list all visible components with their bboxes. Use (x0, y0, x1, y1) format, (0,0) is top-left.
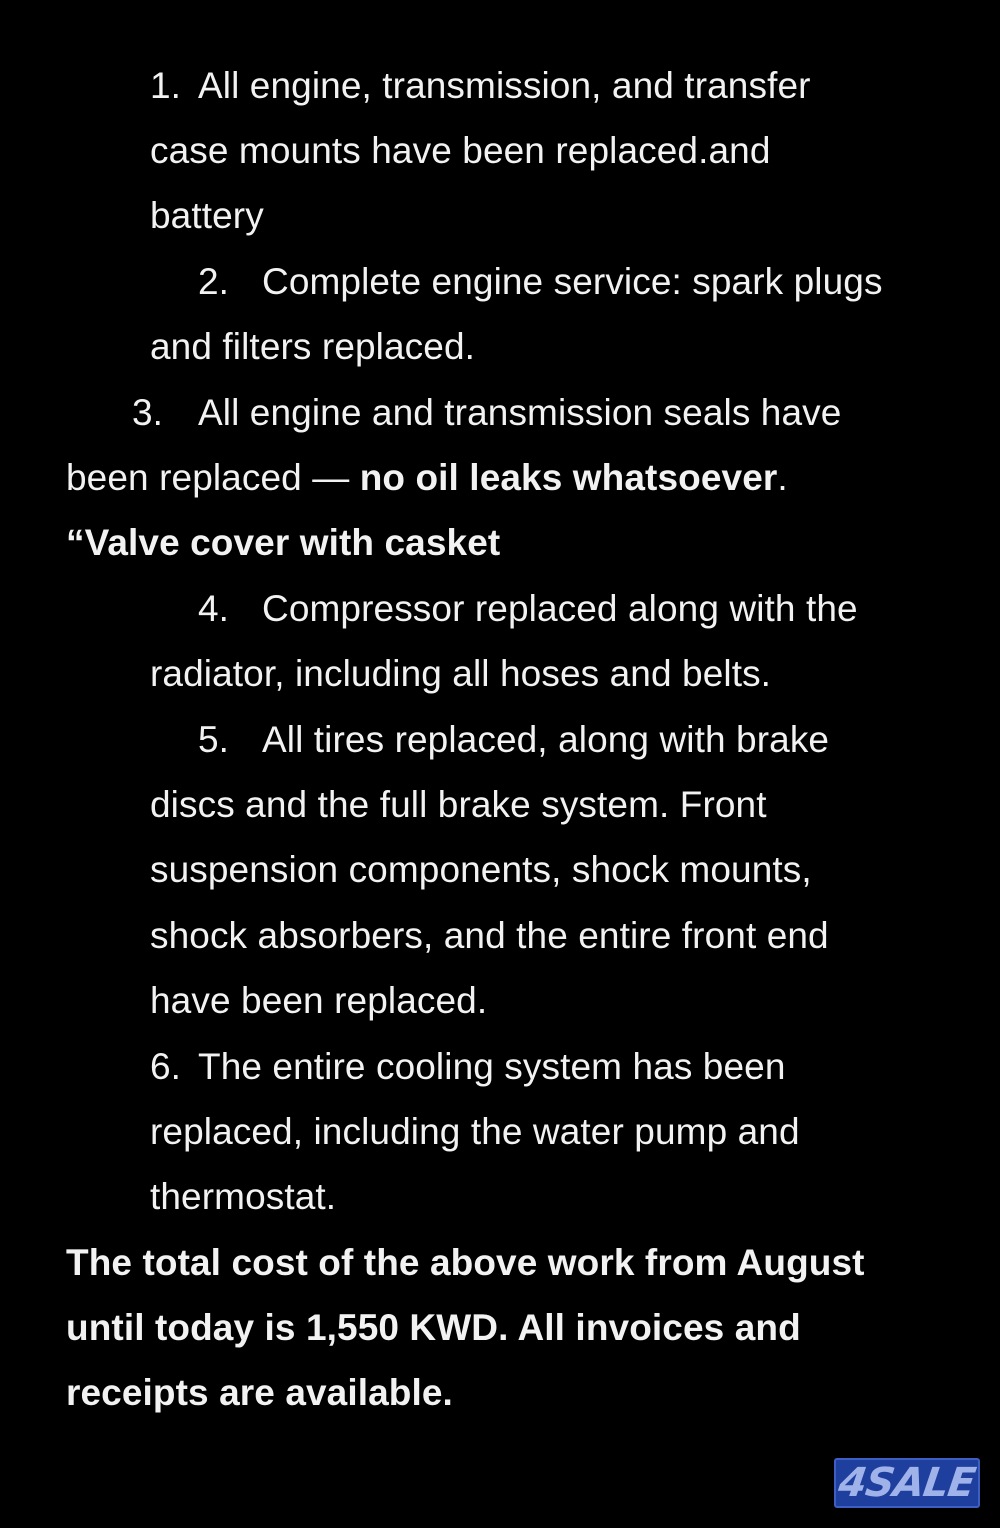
list-item-5-text: shock absorbers, and the entire front end (150, 915, 829, 956)
list-item-5-text: discs and the full brake system. Front (150, 784, 767, 825)
summary-text: The total cost of the above work from August (66, 1242, 865, 1283)
list-item-3-text (66, 445, 788, 510)
list-item-3-period: . (777, 457, 788, 498)
list-item-4-number: 4. (198, 588, 230, 629)
list-item-5-text: suspension components, shock mounts, (150, 849, 812, 890)
list-item-3-text-plain: been replaced — (66, 457, 360, 498)
list-item-6-text: The entire cooling system has been (198, 1046, 786, 1087)
summary-text: until today is 1,550 KWD. All invoices and (66, 1307, 801, 1348)
list-item-3-text-bold: no oil leaks whatsoever (359, 457, 778, 498)
list-item-5-number: 5. (198, 719, 230, 760)
4sale-watermark-logo (834, 1458, 980, 1508)
list-item-6-number: 6. (150, 1046, 182, 1087)
list-item-5-text: have been replaced. (150, 980, 488, 1021)
list-item-2-text: Complete engine service: spark plugs (262, 261, 883, 302)
list-item-4-text: radiator, including all hoses and belts. (150, 653, 772, 694)
list-item-3-quote: “Valve cover with casket (66, 522, 501, 563)
list-item-3-number: 3. (132, 392, 164, 433)
list-item-2-number: 2. (198, 261, 230, 302)
list-item-1-text: case mounts have been replaced.and (150, 130, 771, 171)
list-item-2-text: and filters replaced. (150, 326, 476, 367)
list-item-6-text: thermostat. (150, 1176, 337, 1217)
list-item-1-text: battery (150, 195, 264, 236)
list-item-4-text: Compressor replaced along with the (262, 588, 858, 629)
list-item-3-text: All engine and transmission seals have (198, 392, 842, 433)
watermark-text: 4SALE (836, 1460, 978, 1506)
summary-text: receipts are available. (66, 1372, 453, 1413)
list-item-1-number: 1. (150, 65, 182, 106)
list-item-6-text: replaced, including the water pump and (150, 1111, 800, 1152)
list-item-1-text: All engine, transmission, and transfer (198, 65, 811, 106)
list-item-5-text: All tires replaced, along with brake (262, 719, 830, 760)
